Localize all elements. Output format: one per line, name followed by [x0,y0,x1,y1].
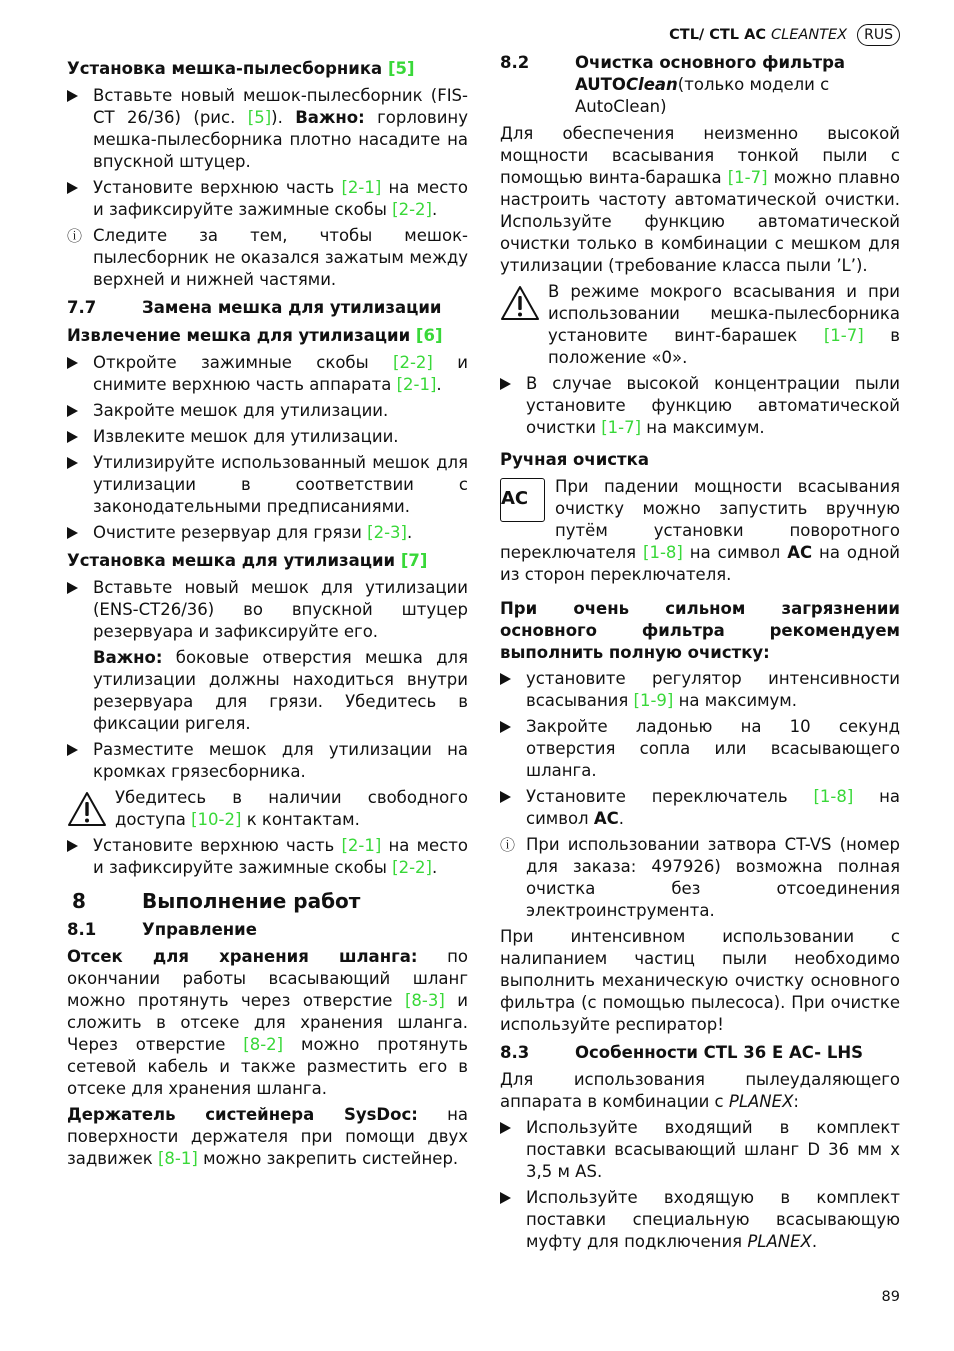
bullet-arrow-icon [67,357,78,369]
warning-note: Убедитесь в наличии свободного доступа [10-2] к контактам. [67,787,468,831]
list-item: Откройте зажимные скобы [2-2] и снимите верхнюю часть аппарата [2-1]. [67,352,468,396]
right-column [500,52,900,1257]
bullet-arrow-icon [67,457,78,469]
page-number: 89 [881,1289,900,1305]
paragraph-planex: Для использования пылеудаляющего аппарата в комбинации с PLANEX: [500,1070,900,1111]
list-item: Вставьте новый мешок-пылесборник (FIS-CT 26/36) (рис. [5]). Важно: горловину мешка-пылесборника плотно насадите на впускной штуцер. [67,85,468,173]
list-item: В случае высокой концентрации пыли установите функцию автоматической очистки [1-7] на максимум. [500,373,900,439]
list-item: Извлеките мешок для утилизации. [67,426,468,448]
list-item: Установите переключатель [1-8] на символ AC. [500,786,900,830]
list-item: установите регулятор интенсивности всасывания [1-9] на максимум. [500,668,900,712]
section-8-heading: 8 Выполнение работ [72,889,361,913]
list-item: Используйте входящий в комплект поставки всасывающий шланг D 36 мм х 3,5 м AS. [500,1117,900,1183]
list-item: Закройте ладонью на 10 секунд отверстия сопла или всасывающего шланга. [500,716,900,782]
page-header [669,24,900,46]
warning-note: В режиме мокрого всасывания и при использовании мешка-пылесборника установите винт-барашек [1-7] в положение «0». [500,281,900,369]
section-7-7-heading: 7.7 Замена мешка для утилизации [67,298,442,317]
info-note: ⓘ При использовании затвора CT-VS (номер для заказа: 497926) возможна полная очистка без отсоединения электроинструмента. [500,835,900,920]
list-item: Разместите мешок для утилизации на кромках грязесборника. [67,739,468,783]
heading-install-bag: Установка мешка-пылесборника [5] [67,59,415,78]
section-8-1-heading: 8.1 Управление [67,920,257,939]
heading-manual-cleaning: Ручная очистка [500,450,649,469]
bullet-arrow-icon [67,405,78,417]
list-item: Вставьте новый мешок для утилизации (ENS-CT26/36) во впускной штуцер резервуара и зафиксируйте его. [67,577,468,643]
paragraph-strong-contamination: При очень сильном загрязнении основного фильтра рекомендуем выполнить полную очистку: [500,599,900,662]
paragraph-autoclean: Для обеспечения неизменно высокой мощности всасывания тонкой пыли с помощью винта-барашка [1-7] можно плавно настроить частоту автоматической очистки. Используйте функцию автоматической очистки только в комбинации с мешком для утилизации (требование класса пыли ’L’). [500,124,901,275]
bullet-arrow-icon [67,840,78,852]
list-item: Установите верхнюю часть [2-1] на место и зафиксируйте зажимные скобы [2-2]. [67,177,468,221]
warning-icon [500,285,540,327]
list-item: Закройте мешок для утилизации. [67,400,468,422]
bullet-arrow-icon [67,431,78,443]
bullet-arrow-icon [500,673,511,685]
paragraph-manual-cleaning: AC При падении мощности всасывания очистку можно запустить вручную путём установки поворотного переключателя [1-8] на символ AC на одной из сторон переключателя. [500,477,900,584]
bullet-arrow-icon [67,582,78,594]
info-icon: ⓘ [500,836,516,854]
bullet-arrow-icon [500,721,511,733]
paragraph-hose-storage: Отсек для хранения шланга: по окончании работы всасывающий шланг можно протянуть через отверстие [8-3] и сложить в отсеке для хранения шланга. Через отверстие [8-2] можно протянуть сетевой кабель и также разместить его в отсеке для хранения шланга. [67,947,469,1098]
bullet-arrow-icon [500,378,511,390]
heading-install-disposal-bag: Установка мешка для утилизации [7] [67,551,428,570]
bullet-arrow-icon [67,182,78,194]
info-note: ⓘ Следите за тем, чтобы мешок-пылесборник не оказался зажатым между верхней и нижней частями. [67,226,468,289]
list-item: Очистите резервуар для грязи [2-3]. [67,522,468,544]
paragraph-sysdoc: Держатель систейнера SysDoc: на поверхности держателя при помощи двух задвижек [8-1] можно закрепить систейнер. [67,1105,469,1168]
bullet-arrow-icon [500,1192,511,1204]
paragraph-intense-use: При интенсивном использовании с налипанием частиц пыли необходимо выполнить механическую очистку основного фильтра (с помощью пылесоса). При очистке используйте респиратор! [500,927,900,1034]
section-8-3-heading: 8.3 Особенности CTL 36 E AC- LHS [500,1043,864,1062]
warning-icon [67,791,107,833]
left-column [67,52,468,1174]
bullet-arrow-icon [67,90,78,102]
language-badge: RUS [857,24,900,46]
list-item: Утилизируйте использованный мешок для утилизации в соответствии с законодательными предписаниями. [67,452,468,518]
product-name: CTL/ CTL AC CLEANTEX [669,27,848,43]
heading-remove-bag: Извлечение мешка для утилизации [6] [67,326,443,345]
info-icon: ⓘ [67,227,83,245]
bullet-arrow-icon [67,527,78,539]
ac-symbol-icon: AC [500,478,545,522]
list-item: Установите верхнюю часть [2-1] на место и зафиксируйте зажимные скобы [2-2]. [67,835,468,879]
list-item: Используйте входящую в комплект поставки специальную всасывающую муфту для подключения PLANEX. [500,1187,900,1253]
bullet-arrow-icon [67,744,78,756]
bullet-arrow-icon [500,1122,511,1134]
bullet-arrow-icon [500,791,511,803]
section-8-2-heading: 8.2 Очистка основного фильтра AUTOClean(только модели с AutoClean) [500,53,846,116]
important-note: Важно: боковые отверстия мешка для утилизации должны находиться внутри резервуара для грязи. Убедитесь в фиксации ригеля. [93,648,468,733]
